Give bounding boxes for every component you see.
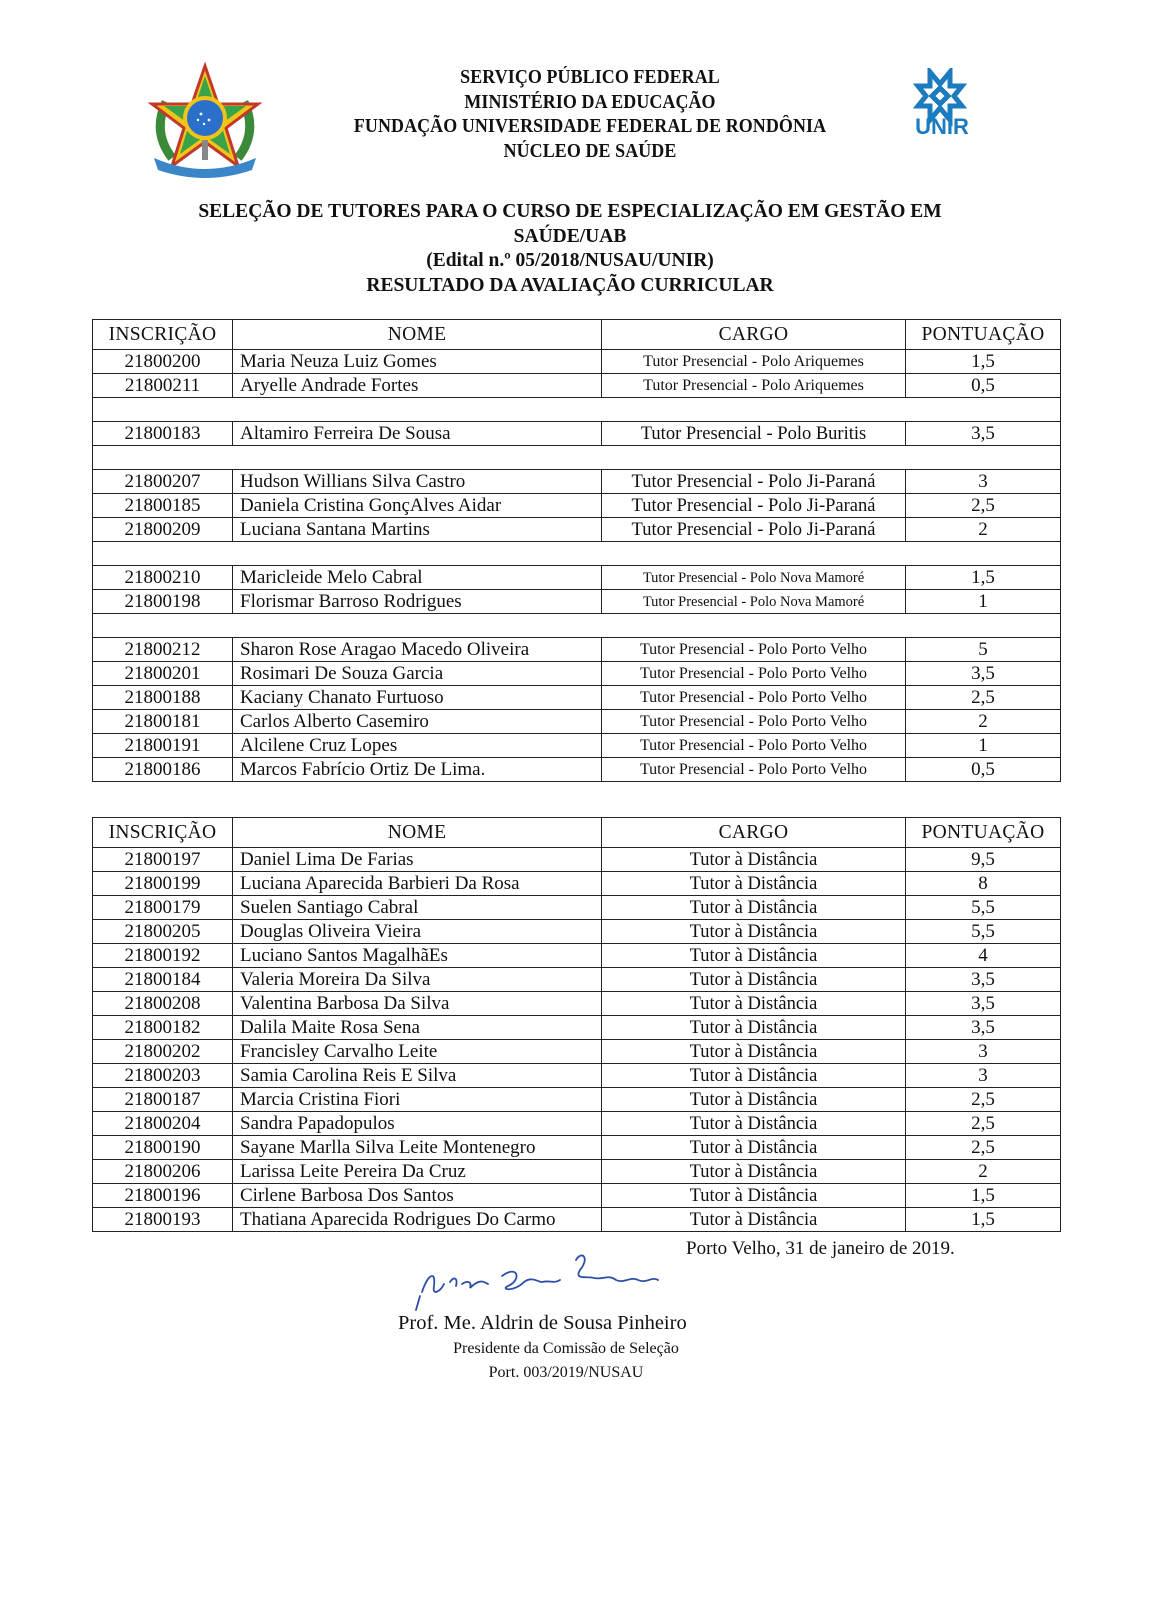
cell-cargo: Tutor Presencial - Polo Ariquemes: [602, 374, 906, 398]
cell-nome: Marcos Fabrício Ortiz De Lima.: [233, 758, 602, 782]
table-row: [93, 1040, 1061, 1064]
table-row: [93, 758, 1061, 782]
table-row: [93, 374, 1061, 398]
col-header-cargo: CARGO: [602, 320, 906, 350]
cell-cargo: Tutor à Distância: [602, 848, 906, 872]
title-line: RESULTADO DA AVALIAÇÃO CURRICULAR: [366, 274, 774, 296]
cell-cargo: Tutor Presencial - Polo Ji-Paraná: [602, 518, 906, 542]
cell-cargo: Tutor Presencial - Polo Porto Velho: [602, 710, 906, 734]
cell-pontuacao: 9,5: [906, 848, 1061, 872]
cell-inscricao: 21800206: [93, 1160, 233, 1184]
cell-cargo: Tutor à Distância: [602, 992, 906, 1016]
group-separator-row: [93, 614, 1061, 638]
cell-nome: Carlos Alberto Casemiro: [233, 710, 602, 734]
separator-cell: [93, 446, 1061, 470]
cell-nome: Maria Neuza Luiz Gomes: [233, 350, 602, 374]
cell-cargo: Tutor Presencial - Polo Porto Velho: [602, 638, 906, 662]
cell-inscricao: 21800179: [93, 896, 233, 920]
cell-nome: Thatiana Aparecida Rodrigues Do Carmo: [233, 1208, 602, 1232]
col-header-inscricao: INSCRIÇÃO: [93, 320, 233, 350]
cell-nome: Valentina Barbosa Da Silva: [233, 992, 602, 1016]
cell-pontuacao: 8: [906, 872, 1061, 896]
table-row: [93, 896, 1061, 920]
table-row: [93, 350, 1061, 374]
cell-inscricao: 21800201: [93, 662, 233, 686]
title-line: SELEÇÃO DE TUTORES PARA O CURSO DE ESPECIALIZAÇÃO EM GESTÃO EM: [198, 201, 942, 222]
table-row: [93, 848, 1061, 872]
cell-cargo: Tutor Presencial - Polo Ji-Paraná: [602, 470, 906, 494]
cell-pontuacao: 3,5: [906, 422, 1061, 446]
cell-nome: Valeria Moreira Da Silva: [233, 968, 602, 992]
cell-pontuacao: 2,5: [906, 1136, 1061, 1160]
cell-inscricao: 21800185: [93, 494, 233, 518]
table-row: [93, 638, 1061, 662]
brazil-coat-of-arms-icon: [146, 62, 264, 180]
group-separator-row: [93, 446, 1061, 470]
cell-pontuacao: 1,5: [906, 1208, 1061, 1232]
cell-pontuacao: 1: [906, 590, 1061, 614]
cell-cargo: Tutor Presencial - Polo Ariquemes: [602, 350, 906, 374]
cell-inscricao: 21800196: [93, 1184, 233, 1208]
cell-nome: Sharon Rose Aragao Macedo Oliveira: [233, 638, 602, 662]
results-table-distancia: [92, 817, 1061, 1232]
cell-pontuacao: 3,5: [906, 662, 1061, 686]
col-header-nome: NOME: [233, 320, 602, 350]
cell-cargo: Tutor à Distância: [602, 1112, 906, 1136]
cell-cargo: Tutor à Distância: [602, 968, 906, 992]
cell-pontuacao: 0,5: [906, 758, 1061, 782]
cell-inscricao: 21800200: [93, 350, 233, 374]
table-row: [93, 518, 1061, 542]
cell-nome: Samia Carolina Reis E Silva: [233, 1064, 602, 1088]
table-row: [93, 1112, 1061, 1136]
col-header-nome: NOME: [233, 818, 602, 848]
handwritten-signature-icon: [410, 1252, 670, 1316]
cell-pontuacao: 3,5: [906, 1016, 1061, 1040]
table-row: [93, 662, 1061, 686]
table-row: [93, 710, 1061, 734]
table-row: [93, 992, 1061, 1016]
table-row: [93, 1184, 1061, 1208]
cell-cargo: Tutor Presencial - Polo Porto Velho: [602, 734, 906, 758]
signer-role: Presidente da Comissão de Seleção: [453, 1340, 679, 1357]
cell-pontuacao: 3: [906, 1064, 1061, 1088]
cell-cargo: Tutor Presencial - Polo Porto Velho: [602, 662, 906, 686]
cell-nome: Daniela Cristina GonçAlves Aidar: [233, 494, 602, 518]
cell-nome: Alcilene Cruz Lopes: [233, 734, 602, 758]
cell-cargo: Tutor à Distância: [602, 1064, 906, 1088]
cell-pontuacao: 3: [906, 1040, 1061, 1064]
cell-inscricao: 21800192: [93, 944, 233, 968]
cell-cargo: Tutor à Distância: [602, 1160, 906, 1184]
table-row: [93, 470, 1061, 494]
cell-cargo: Tutor Presencial - Polo Porto Velho: [602, 758, 906, 782]
table-row: [93, 1016, 1061, 1040]
cell-cargo: Tutor à Distância: [602, 896, 906, 920]
cell-inscricao: 21800187: [93, 1088, 233, 1112]
title-line: SAÚDE/UAB: [513, 225, 627, 247]
cell-pontuacao: 2,5: [906, 686, 1061, 710]
cell-cargo: Tutor à Distância: [602, 1016, 906, 1040]
cell-nome: Luciana Aparecida Barbieri Da Rosa: [233, 872, 602, 896]
cell-nome: Francisley Carvalho Leite: [233, 1040, 602, 1064]
cell-inscricao: 21800211: [93, 374, 233, 398]
cell-cargo: Tutor à Distância: [602, 1040, 906, 1064]
cell-nome: Dalila Maite Rosa Sena: [233, 1016, 602, 1040]
cell-cargo: Tutor Presencial - Polo Nova Mamoré: [602, 590, 906, 614]
cell-inscricao: 21800183: [93, 422, 233, 446]
separator-cell: [93, 542, 1061, 566]
cell-cargo: Tutor à Distância: [602, 1136, 906, 1160]
table-header-row: [93, 818, 1061, 848]
cell-inscricao: 21800199: [93, 872, 233, 896]
cell-inscricao: 21800205: [93, 920, 233, 944]
cell-cargo: Tutor à Distância: [602, 1088, 906, 1112]
cell-pontuacao: 4: [906, 944, 1061, 968]
table-row: [93, 734, 1061, 758]
separator-cell: [93, 398, 1061, 422]
table-body: [93, 350, 1061, 782]
cell-cargo: Tutor à Distância: [602, 872, 906, 896]
cell-inscricao: 21800191: [93, 734, 233, 758]
cell-pontuacao: 1,5: [906, 1184, 1061, 1208]
cell-nome: Maricleide Melo Cabral: [233, 566, 602, 590]
cell-cargo: Tutor Presencial - Polo Porto Velho: [602, 686, 906, 710]
cell-inscricao: 21800209: [93, 518, 233, 542]
separator-cell: [93, 614, 1061, 638]
cell-inscricao: 21800208: [93, 992, 233, 1016]
table-row: [93, 920, 1061, 944]
cell-nome: Hudson Willians Silva Castro: [233, 470, 602, 494]
cell-nome: Florismar Barroso Rodrigues: [233, 590, 602, 614]
table-row: [93, 872, 1061, 896]
col-header-cargo: CARGO: [602, 818, 906, 848]
table-row: [93, 1088, 1061, 1112]
header-line: MINISTÉRIO DA EDUCAÇÃO: [464, 91, 716, 113]
header-line: NÚCLEO DE SAÚDE: [503, 140, 677, 162]
cell-pontuacao: 5,5: [906, 896, 1061, 920]
cell-inscricao: 21800181: [93, 710, 233, 734]
cell-inscricao: 21800212: [93, 638, 233, 662]
title-line: (Edital n.º 05/2018/NUSAU/UNIR): [426, 250, 714, 271]
col-header-pontuacao: PONTUAÇÃO: [906, 818, 1061, 848]
col-header-pontuacao: PONTUAÇÃO: [906, 320, 1061, 350]
cell-cargo: Tutor à Distância: [602, 1184, 906, 1208]
table-row: [93, 566, 1061, 590]
cell-nome: Sayane Marlla Silva Leite Montenegro: [233, 1136, 602, 1160]
cell-cargo: Tutor Presencial - Polo Ji-Paraná: [602, 494, 906, 518]
col-header-inscricao: INSCRIÇÃO: [93, 818, 233, 848]
cell-cargo: Tutor Presencial - Polo Nova Mamoré: [602, 566, 906, 590]
institution-header: [300, 66, 880, 164]
cell-pontuacao: 2,5: [906, 494, 1061, 518]
cell-nome: Altamiro Ferreira De Sousa: [233, 422, 602, 446]
header-line: FUNDAÇÃO UNIVERSIDADE FEDERAL DE RONDÔNIA: [353, 116, 827, 137]
table-row: [93, 494, 1061, 518]
cell-pontuacao: 2,5: [906, 1112, 1061, 1136]
cell-nome: Cirlene Barbosa Dos Santos: [233, 1184, 602, 1208]
cell-pontuacao: 5,5: [906, 920, 1061, 944]
cell-pontuacao: 2: [906, 710, 1061, 734]
cell-pontuacao: 3,5: [906, 992, 1061, 1016]
cell-inscricao: 21800197: [93, 848, 233, 872]
cell-nome: Suelen Santiago Cabral: [233, 896, 602, 920]
unir-logo-text: UNIR: [915, 114, 969, 138]
table-row: [93, 944, 1061, 968]
cell-inscricao: 21800193: [93, 1208, 233, 1232]
cell-pontuacao: 2,5: [906, 1088, 1061, 1112]
cell-pontuacao: 1,5: [906, 566, 1061, 590]
group-separator-row: [93, 542, 1061, 566]
cell-nome: Douglas Oliveira Vieira: [233, 920, 602, 944]
cell-pontuacao: 2: [906, 1160, 1061, 1184]
header-line: SERVIÇO PÚBLICO FEDERAL: [460, 67, 720, 88]
table-row: [93, 1160, 1061, 1184]
cell-inscricao: 21800184: [93, 968, 233, 992]
cell-inscricao: 21800190: [93, 1136, 233, 1160]
cell-inscricao: 21800186: [93, 758, 233, 782]
cell-pontuacao: 3: [906, 470, 1061, 494]
cell-pontuacao: 2: [906, 518, 1061, 542]
table-row: [93, 1136, 1061, 1160]
cell-pontuacao: 3,5: [906, 968, 1061, 992]
table-body: [93, 848, 1061, 1232]
cell-cargo: Tutor à Distância: [602, 1208, 906, 1232]
signer-ordinance: Port. 003/2019/NUSAU: [488, 1364, 644, 1381]
cell-nome: Marcia Cristina Fiori: [233, 1088, 602, 1112]
cell-nome: Luciana Santana Martins: [233, 518, 602, 542]
cell-nome: Larissa Leite Pereira Da Cruz: [233, 1160, 602, 1184]
table-row: [93, 1064, 1061, 1088]
table-row: [93, 590, 1061, 614]
cell-inscricao: 21800188: [93, 686, 233, 710]
table-row: [93, 686, 1061, 710]
cell-inscricao: 21800207: [93, 470, 233, 494]
cell-nome: Rosimari De Souza Garcia: [233, 662, 602, 686]
cell-nome: Luciano Santos MagalhãEs: [233, 944, 602, 968]
cell-inscricao: 21800210: [93, 566, 233, 590]
table-header-row: [93, 320, 1061, 350]
group-separator-row: [93, 398, 1061, 422]
cell-pontuacao: 0,5: [906, 374, 1061, 398]
place-date: Porto Velho, 31 de janeiro de 2019.: [686, 1238, 955, 1259]
cell-pontuacao: 1: [906, 734, 1061, 758]
cell-nome: Sandra Papadopulos: [233, 1112, 602, 1136]
cell-cargo: Tutor à Distância: [602, 944, 906, 968]
unir-logo-icon: [896, 68, 986, 138]
cell-pontuacao: 5: [906, 638, 1061, 662]
cell-inscricao: 21800202: [93, 1040, 233, 1064]
signer-name: Prof. Me. Aldrin de Sousa Pinheiro: [398, 1312, 687, 1334]
cell-nome: Daniel Lima De Farias: [233, 848, 602, 872]
table-row: [93, 968, 1061, 992]
table-row: [93, 422, 1061, 446]
cell-cargo: Tutor à Distância: [602, 920, 906, 944]
cell-inscricao: 21800203: [93, 1064, 233, 1088]
cell-cargo: Tutor Presencial - Polo Buritis: [602, 422, 906, 446]
cell-nome: Kaciany Chanato Furtuoso: [233, 686, 602, 710]
cell-inscricao: 21800182: [93, 1016, 233, 1040]
results-table-presencial: [92, 319, 1061, 782]
document-title: [130, 200, 1010, 298]
cell-inscricao: 21800204: [93, 1112, 233, 1136]
table-row: [93, 1208, 1061, 1232]
cell-nome: Aryelle Andrade Fortes: [233, 374, 602, 398]
cell-inscricao: 21800198: [93, 590, 233, 614]
cell-pontuacao: 1,5: [906, 350, 1061, 374]
